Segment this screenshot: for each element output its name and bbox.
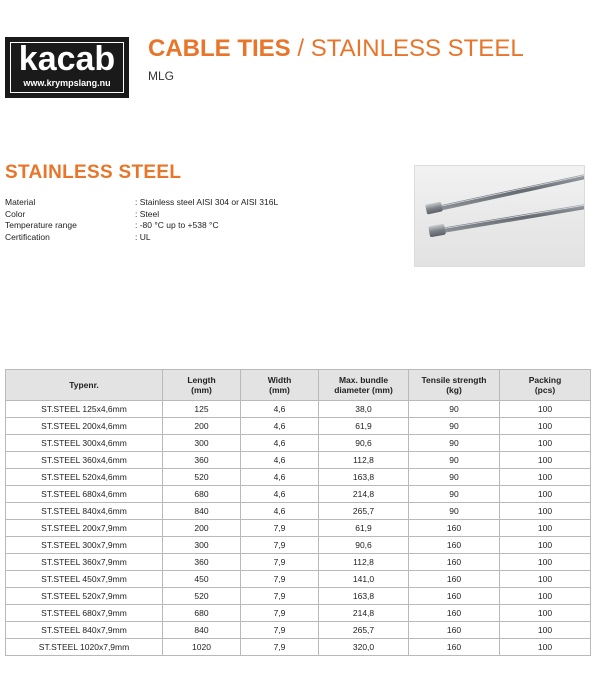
cell-packing: 100 [500, 469, 591, 486]
cable-tie-illustration [415, 166, 585, 267]
cell-bundle-diameter: 61,9 [319, 520, 409, 537]
cell-typenr: ST.STEEL 300x4,6mm [6, 435, 163, 452]
title-sub: STAINLESS STEEL [310, 35, 524, 62]
cell-packing: 100 [500, 435, 591, 452]
cell-width: 7,9 [241, 588, 319, 605]
cell-length: 200 [163, 520, 241, 537]
cell-typenr: ST.STEEL 680x7,9mm [6, 605, 163, 622]
cell-width: 7,9 [241, 520, 319, 537]
table-row [6, 571, 591, 588]
table-row [6, 639, 591, 656]
cell-packing: 100 [500, 452, 591, 469]
cell-tensile-strength: 160 [409, 605, 500, 622]
spec-label: Material [5, 197, 36, 207]
table-row [6, 401, 591, 418]
cell-typenr: ST.STEEL 520x4,6mm [6, 469, 163, 486]
cell-length: 520 [163, 588, 241, 605]
spec-value: : Stainless steel AISI 304 or AISI 316L [135, 197, 279, 207]
cell-typenr: ST.STEEL 840x7,9mm [6, 622, 163, 639]
cell-typenr: ST.STEEL 680x4,6mm [6, 486, 163, 503]
spec-row-temperature [5, 220, 278, 232]
header-length: Length (mm) [163, 370, 241, 401]
cell-bundle-diameter: 265,7 [319, 622, 409, 639]
product-photo [414, 165, 585, 267]
cell-tensile-strength: 160 [409, 520, 500, 537]
cell-bundle-diameter: 90,6 [319, 435, 409, 452]
spec-list [5, 197, 278, 243]
cell-packing: 100 [500, 401, 591, 418]
cell-tensile-strength: 90 [409, 503, 500, 520]
cell-bundle-diameter: 141,0 [319, 571, 409, 588]
cell-packing: 100 [500, 503, 591, 520]
cell-typenr: ST.STEEL 200x4,6mm [6, 418, 163, 435]
cell-tensile-strength: 90 [409, 418, 500, 435]
cell-bundle-diameter: 163,8 [319, 588, 409, 605]
cell-length: 360 [163, 554, 241, 571]
cell-length: 300 [163, 435, 241, 452]
cell-bundle-diameter: 38,0 [319, 401, 409, 418]
header-typenr: Typenr. [6, 370, 163, 401]
header-packing: Packing (pcs) [500, 370, 591, 401]
table-row [6, 588, 591, 605]
header-width: Width (mm) [241, 370, 319, 401]
cell-typenr: ST.STEEL 360x4,6mm [6, 452, 163, 469]
cell-tensile-strength: 90 [409, 435, 500, 452]
table-row [6, 452, 591, 469]
cell-packing: 100 [500, 418, 591, 435]
cell-tensile-strength: 90 [409, 401, 500, 418]
table-body [6, 401, 591, 656]
page-title [148, 35, 524, 63]
cell-tensile-strength: 90 [409, 486, 500, 503]
cell-bundle-diameter: 320,0 [319, 639, 409, 656]
cell-typenr: ST.STEEL 360x7,9mm [6, 554, 163, 571]
cell-width: 7,9 [241, 622, 319, 639]
header-bundle-diameter: Max. bundle diameter (mm) [319, 370, 409, 401]
table-row [6, 435, 591, 452]
table-row [6, 622, 591, 639]
cell-typenr: ST.STEEL 840x4,6mm [6, 503, 163, 520]
cell-bundle-diameter: 112,8 [319, 452, 409, 469]
cell-packing: 100 [500, 554, 591, 571]
cell-width: 4,6 [241, 418, 319, 435]
cell-width: 7,9 [241, 639, 319, 656]
product-code: MLG [148, 69, 175, 83]
cell-tensile-strength: 160 [409, 588, 500, 605]
cell-typenr: ST.STEEL 1020x7,9mm [6, 639, 163, 656]
cell-width: 7,9 [241, 571, 319, 588]
logo-wordmark: kacab [18, 39, 116, 78]
cell-width: 4,6 [241, 469, 319, 486]
table-header-row [6, 370, 591, 401]
cell-typenr: ST.STEEL 125x4,6mm [6, 401, 163, 418]
cell-length: 680 [163, 486, 241, 503]
spec-row-material [5, 197, 278, 209]
cell-bundle-diameter: 163,8 [319, 469, 409, 486]
title-separator: / [290, 35, 311, 62]
cell-typenr: ST.STEEL 520x7,9mm [6, 588, 163, 605]
cell-length: 200 [163, 418, 241, 435]
cell-tensile-strength: 160 [409, 639, 500, 656]
cell-tensile-strength: 160 [409, 622, 500, 639]
cell-width: 7,9 [241, 605, 319, 622]
cell-tensile-strength: 160 [409, 571, 500, 588]
cell-bundle-diameter: 112,8 [319, 554, 409, 571]
spec-row-certification [5, 232, 278, 244]
cell-packing: 100 [500, 588, 591, 605]
logo-url: www.krympslang.nu [23, 77, 111, 88]
cell-length: 300 [163, 537, 241, 554]
cell-length: 680 [163, 605, 241, 622]
cell-length: 1020 [163, 639, 241, 656]
table-row [6, 418, 591, 435]
title-main: CABLE TIES [148, 35, 291, 62]
cell-width: 4,6 [241, 452, 319, 469]
cell-bundle-diameter: 214,8 [319, 486, 409, 503]
spec-value: : Steel [135, 208, 160, 219]
cell-width: 4,6 [241, 503, 319, 520]
cell-tensile-strength: 90 [409, 452, 500, 469]
cell-packing: 100 [500, 622, 591, 639]
cell-tensile-strength: 90 [409, 469, 500, 486]
table-row [6, 537, 591, 554]
cell-length: 125 [163, 401, 241, 418]
cell-packing: 100 [500, 605, 591, 622]
brand-logo [5, 37, 129, 98]
table-row [6, 503, 591, 520]
spec-label: Color [5, 208, 26, 219]
spec-value: : -80 °C up to +538 °C [135, 220, 219, 230]
header-tensile-strength: Tensile strength (kg) [409, 370, 500, 401]
cell-width: 7,9 [241, 537, 319, 554]
spec-value: : UL [135, 231, 151, 242]
spec-table [5, 369, 591, 656]
section-heading: STAINLESS STEEL [5, 162, 182, 183]
cell-typenr: ST.STEEL 200x7,9mm [6, 520, 163, 537]
cell-packing: 100 [500, 520, 591, 537]
table-row [6, 554, 591, 571]
table-row [6, 605, 591, 622]
cell-length: 450 [163, 571, 241, 588]
cell-bundle-diameter: 265,7 [319, 503, 409, 520]
cell-packing: 100 [500, 486, 591, 503]
cell-length: 840 [163, 503, 241, 520]
spec-label: Certification [5, 231, 50, 242]
cell-tensile-strength: 160 [409, 554, 500, 571]
cell-packing: 100 [500, 571, 591, 588]
cell-width: 7,9 [241, 554, 319, 571]
cell-tensile-strength: 160 [409, 537, 500, 554]
cell-typenr: ST.STEEL 450x7,9mm [6, 571, 163, 588]
cell-length: 840 [163, 622, 241, 639]
cell-typenr: ST.STEEL 300x7,9mm [6, 537, 163, 554]
cell-packing: 100 [500, 639, 591, 656]
cell-bundle-diameter: 90,6 [319, 537, 409, 554]
cell-bundle-diameter: 214,8 [319, 605, 409, 622]
cell-packing: 100 [500, 537, 591, 554]
cell-width: 4,6 [241, 486, 319, 503]
cell-length: 520 [163, 469, 241, 486]
table-row [6, 520, 591, 537]
cell-length: 360 [163, 452, 241, 469]
cell-width: 4,6 [241, 401, 319, 418]
spec-row-color [5, 209, 278, 221]
cell-bundle-diameter: 61,9 [319, 418, 409, 435]
table-row [6, 469, 591, 486]
spec-label: Temperature range [5, 220, 77, 230]
table-row [6, 486, 591, 503]
cell-width: 4,6 [241, 435, 319, 452]
